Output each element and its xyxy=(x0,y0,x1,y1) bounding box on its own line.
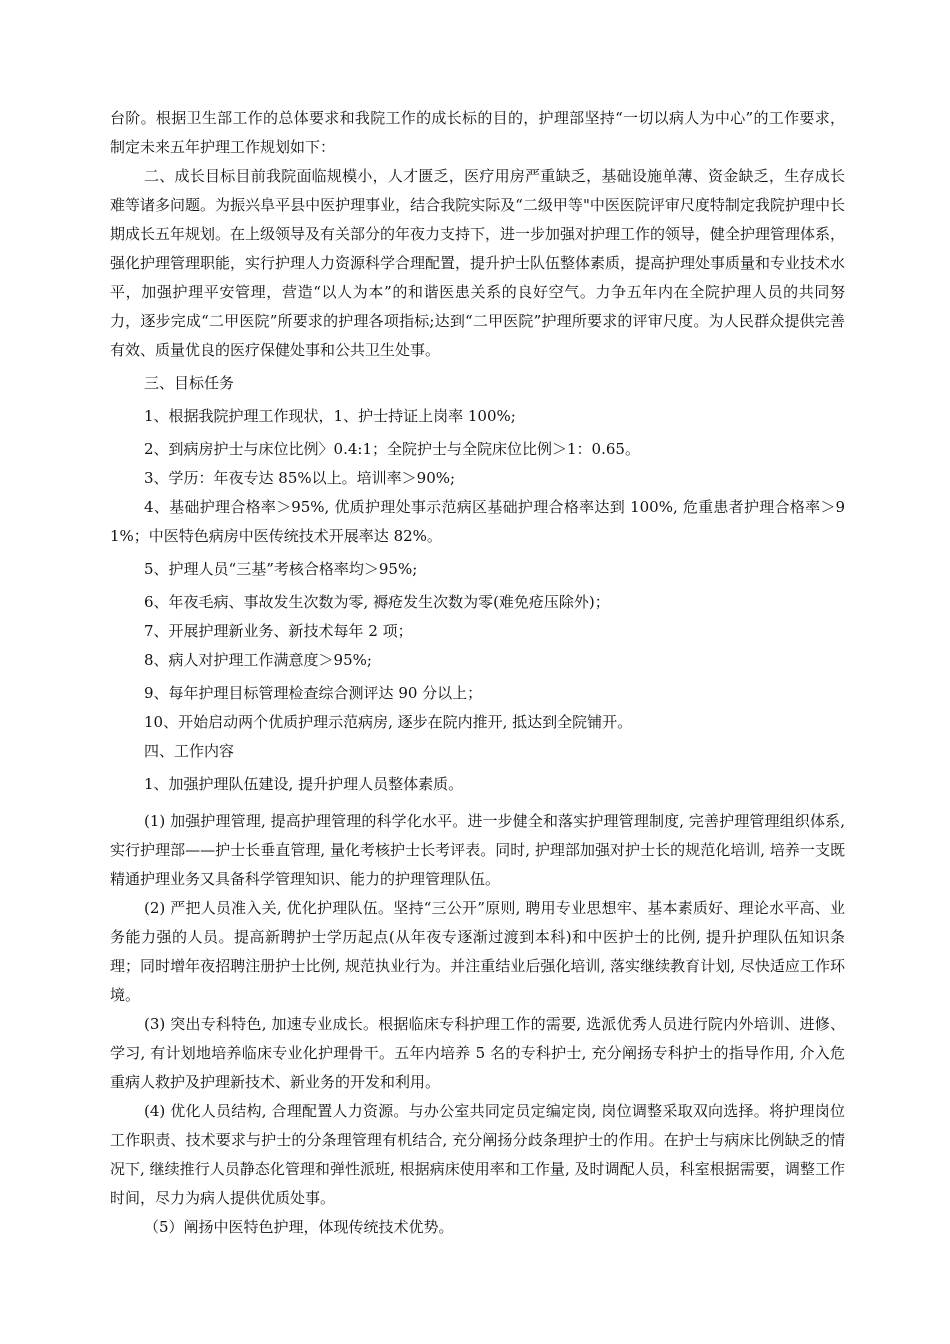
growth-goal-paragraph: 二、成长目标目前我院面临规模小，人才匮乏，医疗用房严重缺乏，基础设施单薄、资金缺乏，生存成长难等诸多问题。为振兴阜平县中医护理事业，结合我院实际及“二级甲等"中医医院评审尺度特制定我院护理中长期成长五年规划。在上级领导及有关部分的年夜力支持下，进一步加强对护理工作的领导，健全护理管理体系，强化护理管理职能，实行护理人力资源科学合理配置，提升护士队伍整体素质，提高护理处事质量和专业技术水平，加强护理平安管理，营造“以人为本”的和谐医患关系的良好空气。力争五年内在全院护理人员的共同努力，逐步完成“二甲医院”所要求的护理各项指标;达到“二甲医院”护理所要求的评审尺度。为人民群众提供完善有效、质量优良的医疗保健处事和公共卫生处事。 xyxy=(110,167,846,359)
target-item-9: 9、每年护理目标管理检查综合测评达 90 分以上； xyxy=(144,684,483,702)
work-subitem-2: (2) 严把人员准入关, 优化护理队伍。坚持“三公开”原则, 聘用专业思想牢、基本素质好、理论水平高、业务能力强的人员。提高新聘护士学历起点(从年夜专逐渐过渡到本科)和中医护士的比例, 提升护理队伍知识条理；同时增年夜招聘注册护士比例, 规范执业行为。并注重结业后强化培训, 落实继续教育计划, 尽快适应工作环境。 xyxy=(110,899,845,1004)
section-heading-targets: 三、目标任务 xyxy=(144,374,235,392)
target-item-8: 8、病人对护理工作满意度＞95%; xyxy=(144,651,372,669)
target-item-3: 3、学历：年夜专达 85%以上。培训率＞90%; xyxy=(144,469,456,487)
work-subitem-5: （5）阐扬中医特色护理，体现传统技术优势。 xyxy=(144,1218,454,1236)
work-subitem-1: (1) 加强护理管理, 提高护理管理的科学化水平。进一步健全和落实护理管理制度, 完善护理管理组织体系, 实行护理部——护士长垂直管理, 量化考核护士长考评表。同时, 护理部加强对护士长的规范化培训, 培养一支既精通护理业务又具备科学管理知识、能力的护理管理队伍。 xyxy=(110,812,845,888)
document-body xyxy=(110,104,845,1242)
target-item-2: 2、到病房护士与床位比例〉0.4:1；全院护士与全院床位比例＞1：0.65。 xyxy=(144,440,640,458)
target-item-4: 4、基础护理合格率＞95%, 优质护理处事示范病区基础护理合格率达到 100%, 危重患者护理合格率＞91%；中医特色病房中医传统技术开展率达 82%。 xyxy=(110,498,845,545)
target-item-10: 10、开始启动两个优质护理示范病房, 逐步在院内推开, 抵达到全院铺开。 xyxy=(144,713,633,731)
section-heading-work-content: 四、工作内容 xyxy=(144,742,235,760)
target-item-1: 1、根据我院护理工作现状，1、护士持证上岗率 100%; xyxy=(144,407,516,425)
intro-paragraph: 台阶。根据卫生部工作的总体要求和我院工作的成长标的目的，护理部坚持“一切以病人为中心”的工作要求，制定未来五年护理工作规划如下： xyxy=(110,109,845,156)
target-item-5: 5、护理人员“三基”考核合格率均＞95%; xyxy=(144,560,418,578)
work-subitem-3: (3) 突出专科特色, 加速专业成长。根据临床专科护理工作的需要, 选派优秀人员进行院内外培训、进修、学习, 有计划地培养临床专业化护理骨干。五年内培养 5 名的专科护士, 充分阐扬专科护士的指导作用, 介入危重病人救护及护理新技术、新业务的开发和利用。 xyxy=(110,1015,845,1091)
work-item-1: 1、加强护理队伍建设, 提升护理人员整体素质。 xyxy=(144,775,464,793)
target-item-6: 6、年夜毛病、事故发生次数为零, 褥疮发生次数为零(难免疮压除外)； xyxy=(144,593,610,611)
target-item-7: 7、开展护理新业务、新技术每年 2 项； xyxy=(144,622,413,640)
work-subitem-4: (4) 优化人员结构, 合理配置人力资源。与办公室共同定员定编定岗, 岗位调整采取双向选择。将护理岗位工作职责、技术要求与护士的分条理管理有机结合, 充分阐扬分歧条理护士的作用。在护士与病床比例缺乏的情况下, 继续推行人员静态化管理和弹性派班, 根据病床使用率和工作量, 及时调配人员，科室根据需要，调整工作时间，尽力为病人提供优质处事。 xyxy=(110,1102,845,1207)
